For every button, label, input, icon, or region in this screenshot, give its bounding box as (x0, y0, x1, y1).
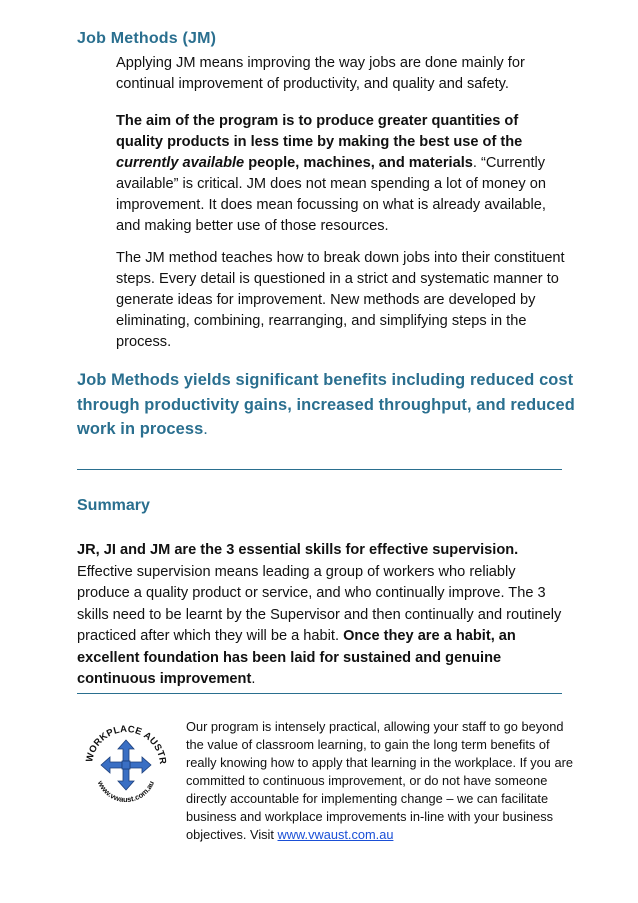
summary-lead: JR, JI and JM are the 3 essential skills for effective supervision. (77, 542, 519, 558)
divider-rule (77, 693, 562, 694)
svg-text:www.vwaust.com.au: www.vwaust.com.au (95, 779, 157, 805)
benefits-period: . (203, 420, 208, 438)
aim-bold-text: The aim of the program is to produce greater quantities of quality products in less time by making the best use of the (116, 113, 523, 150)
aim-bold-text-2: people, machines, and materials (248, 155, 473, 171)
job-methods-heading: Job Methods (JM) (77, 30, 217, 47)
footer-text: Our program is intensely practical, allowing your staff to go beyond the value of classroom learning, to gain the long term benefits of really knowing how to apply that learning in the workplace. If you are committed to continuous improvement, or do not have someone directly accountable for implementing change – we can facilitate business and workplace improvements in-line with your business objectives. Visit (186, 719, 573, 842)
jm-benefits-statement (77, 368, 577, 442)
svg-text:VISUAL WORKPLACE AUSTRALASIA: WORKPLACE AUSTR (84, 723, 169, 766)
divider-rule (77, 469, 562, 470)
footer-blurb (186, 718, 576, 844)
summary-closing-period: . (251, 671, 256, 687)
jm-intro-paragraph: Applying JM means improving the way jobs are done mainly for continual improvement of productivity, and quality and safety. (116, 55, 525, 92)
jm-method-paragraph: The JM method teaches how to break down jobs into their constituent steps. Every detail is questioned in a strict and systematic manner to generate ideas for improvement. New methods are developed by eliminating, combining, rearranging, and simplifying steps in the process. (116, 250, 565, 350)
benefits-text: Job Methods yields significant benefits including reduced cost through productivity gains, increased throughput, and reduced work in process (77, 371, 575, 438)
aim-rest-text: . “Currently available” is critical. JM does not mean spending a lot of money on improvement. It does mean focussing on what is already available, and making better use of those resources. (116, 155, 546, 234)
summary-closing: Once they are a habit, an excellent foundation has been laid for sustained and genuine continuous improvement (77, 628, 516, 687)
four-way-arrows-icon (101, 740, 151, 790)
summary-body: Effective supervision means leading a group of workers who reliably produce a quality product or service, and who continually improve. The 3 skills need to be learnt by the Supervisor and then continually and routinely practiced after which they will be a habit. (77, 563, 562, 644)
jm-aim-paragraph (116, 111, 568, 237)
website-link[interactable]: www.vwaust.com.au (277, 827, 394, 842)
summary-heading: Summary (77, 497, 150, 514)
aim-italic-text: currently available (116, 155, 245, 171)
summary-paragraph (77, 540, 567, 691)
company-logo (80, 718, 172, 810)
